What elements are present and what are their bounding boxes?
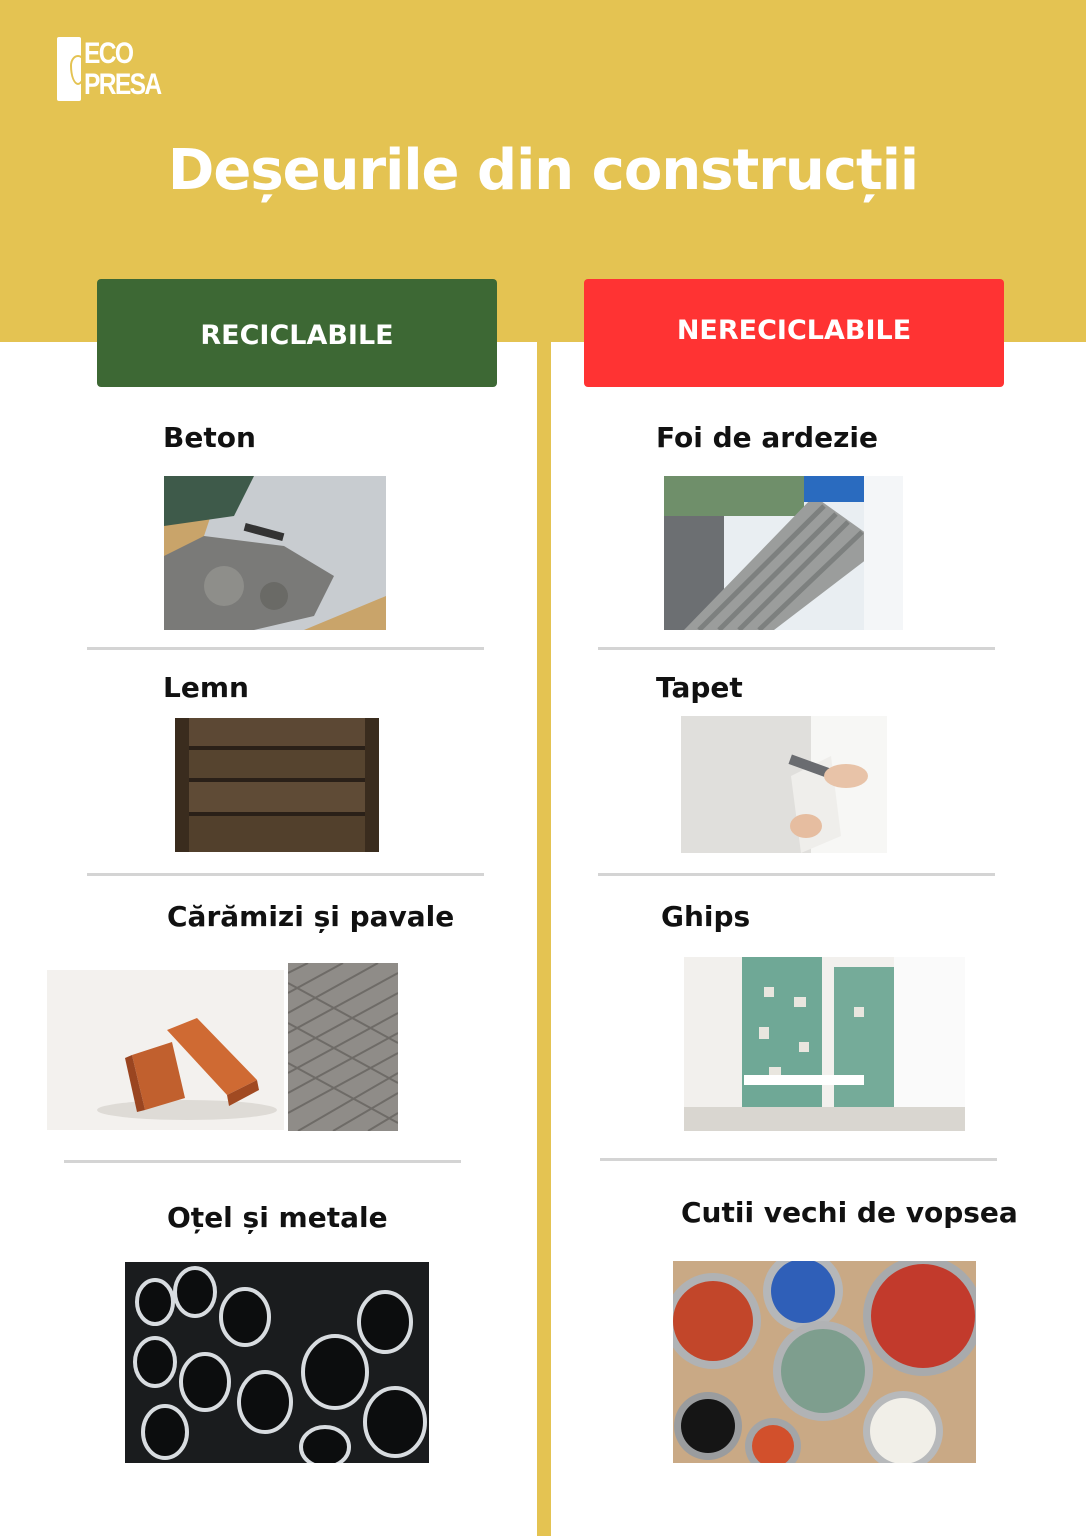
- item-label-cutii-vopsea: Cutii vechi de vopsea: [681, 1196, 1018, 1229]
- pen-nib-icon: [57, 37, 81, 101]
- separator: [87, 647, 484, 650]
- logo-line-2: PRESA: [83, 68, 161, 101]
- page-title: Deșeurile din construcții: [167, 138, 919, 203]
- recyclable-header: RECICLABILE: [97, 279, 497, 387]
- nonrecyclable-header: NERECICLABILE: [584, 279, 1004, 387]
- separator: [64, 1160, 461, 1163]
- separator: [87, 873, 484, 876]
- item-label-lemn: Lemn: [163, 671, 249, 704]
- concrete-photo: [164, 476, 386, 630]
- paving-photo: [288, 963, 398, 1131]
- item-label-otel: Oțel și metale: [167, 1201, 388, 1234]
- item-label-tapet: Tapet: [656, 671, 743, 704]
- slate-sheets-photo: [664, 476, 903, 630]
- paint-cans-photo: [673, 1261, 976, 1463]
- steel-pipes-photo: [125, 1262, 429, 1463]
- logo-line-1: ECO: [83, 37, 133, 70]
- item-label-beton: Beton: [163, 421, 256, 454]
- item-label-ghips: Ghips: [661, 900, 751, 933]
- wood-planks-photo: [175, 718, 379, 852]
- logo: [57, 36, 177, 102]
- drywall-photo: [684, 957, 965, 1131]
- item-label-caramizi: Cărămizi și pavale: [167, 900, 455, 933]
- column-divider: [537, 340, 551, 1536]
- separator: [598, 873, 995, 876]
- separator: [600, 1158, 997, 1161]
- wallpaper-photo: [681, 716, 887, 853]
- bricks-photo: [47, 970, 284, 1130]
- separator: [598, 647, 995, 650]
- item-label-foi-ardezie: Foi de ardezie: [656, 421, 878, 454]
